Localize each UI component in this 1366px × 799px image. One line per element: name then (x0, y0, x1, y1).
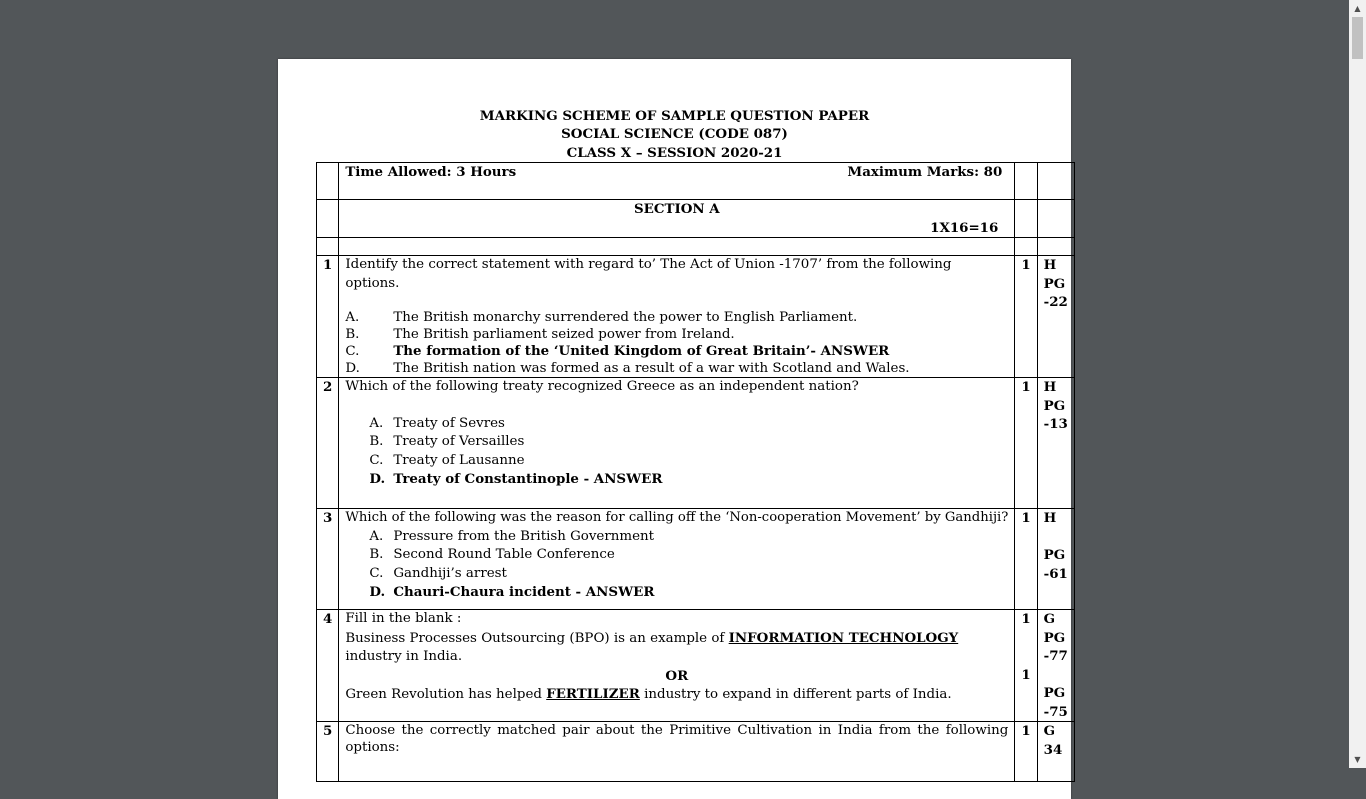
option-letter: C. (345, 344, 360, 359)
question-row-5 (317, 722, 1075, 782)
question-number: 1 (317, 256, 339, 378)
option-text: Treaty of Versailles (393, 434, 525, 449)
answer-blank-1: INFORMATION TECHNOLOGY (728, 629, 959, 646)
reference-page-number: -22 (1043, 294, 1068, 310)
question-mark: 1 (1015, 378, 1037, 509)
option-letter: A. (369, 415, 384, 431)
question-row-1 (317, 256, 1075, 378)
reference-subject: H (1043, 379, 1057, 395)
question-row-2 (317, 378, 1075, 509)
question-text: Which of the following was the reason for calling off the ‘Non-cooperation Movement’ by Gandhiji? (345, 510, 1009, 525)
option-text-answer: Treaty of Constantinople - ANSWER (393, 471, 663, 487)
document-page (278, 59, 1071, 799)
fill-blank-part-1: Business Processes Outsourcing (BPO) is an example of INFORMATION TECHNOLOGY industry in India. (345, 629, 959, 664)
question-number: 4 (317, 610, 339, 722)
reference-page-number: -13 (1043, 416, 1068, 432)
vertical-scrollbar[interactable] (1349, 0, 1366, 768)
question-row-3 (317, 509, 1075, 610)
reference-page-number: 34 (1043, 741, 1063, 758)
reference-subject: H (1043, 257, 1057, 273)
reference-page-label: PG (1043, 397, 1066, 414)
fill-blank-intro: Fill in the blank : (345, 611, 462, 626)
question-text: Choose the correctly matched pair about the Primitive Cultivation in India from the following options: (345, 723, 1009, 755)
option-text: Treaty of Lausanne (393, 452, 525, 468)
question-mark: 1 (1015, 722, 1037, 782)
question-number: 2 (317, 378, 339, 509)
option-text: The British monarchy surrendered the power to English Parliament. (393, 310, 858, 325)
or-divider: OR (665, 667, 689, 684)
option-letter: B. (369, 547, 384, 562)
scrollbar-thumb[interactable] (1352, 17, 1363, 59)
question-mark: 1 (1015, 509, 1037, 610)
option-text: The British nation was formed as a result of a war with Scotland and Wales. (393, 361, 910, 376)
reference-page-number: -61 (1043, 565, 1068, 582)
question-number: 5 (317, 722, 339, 782)
maximum-marks: Maximum Marks: 80 (847, 164, 1003, 180)
reference-page-label: PG (1043, 547, 1066, 563)
question-text: Identify the correct statement with regard to’ The Act of Union -1707’ from the following options. (345, 257, 952, 291)
section-title: SECTION A (633, 201, 720, 217)
option-text: Gandhiji’s arrest (393, 565, 507, 581)
reference-page-label-alt: PG (1043, 685, 1066, 701)
reference-subject: G (1043, 611, 1056, 627)
reference-subject: G (1043, 723, 1056, 739)
option-text-answer: Chauri-Chaura incident - ANSWER (393, 584, 655, 600)
option-text: Second Round Table Conference (393, 547, 615, 562)
reference-page-number-alt: -75 (1043, 703, 1068, 720)
reference-page-number: -77 (1043, 648, 1068, 664)
marking-scheme-table (316, 162, 1075, 782)
option-text: The British parliament seized power from Ireland. (393, 327, 735, 342)
reference-subject: H (1043, 510, 1057, 526)
fill-blank-part-2: Green Revolution has helped FERTILIZER industry to expand in different parts of India. (345, 686, 952, 702)
option-letter: B. (369, 434, 384, 449)
option-letter: D. (369, 471, 386, 487)
table-row (317, 238, 1075, 256)
time-allowed: Time Allowed: 3 Hours (345, 164, 517, 180)
option-letter: A. (369, 528, 384, 544)
reference-page-label: PG (1043, 275, 1066, 292)
question-mark-alt: 1 (1021, 666, 1031, 683)
option-letter: A. (345, 310, 360, 325)
option-text: Treaty of Sevres (393, 415, 505, 431)
table-row (317, 200, 1075, 238)
question-mark: 1 (1015, 256, 1037, 378)
reference-page-label: PG (1043, 629, 1066, 646)
option-letter: B. (345, 327, 360, 342)
answer-blank-2: FERTILIZER (546, 686, 640, 702)
question-number: 3 (317, 509, 339, 610)
question-mark: 1 (1021, 611, 1031, 627)
doc-title-line-2: SOCIAL SCIENCE (CODE 087) (561, 126, 788, 142)
option-letter: D. (345, 361, 360, 376)
doc-title-line-3: CLASS X – SESSION 2020-21 (566, 145, 783, 161)
section-marks: 1X16=16 (930, 219, 999, 236)
option-text: Pressure from the British Government (393, 528, 655, 544)
option-letter: D. (369, 584, 386, 600)
question-text: Which of the following treaty recognized Greece as an independent nation? (345, 379, 859, 394)
option-letter: C. (369, 452, 384, 468)
scroll-down-arrow-icon[interactable]: ▼ (1354, 755, 1361, 764)
option-text-answer: The formation of the ‘United Kingdom of Great Britain’- ANSWER (393, 343, 890, 359)
option-letter: C. (369, 565, 384, 581)
scroll-up-arrow-icon[interactable]: ▲ (1354, 4, 1361, 13)
question-row-4 (317, 610, 1075, 722)
table-row (317, 163, 1075, 200)
doc-title-line-1: MARKING SCHEME OF SAMPLE QUESTION PAPER (479, 108, 870, 124)
